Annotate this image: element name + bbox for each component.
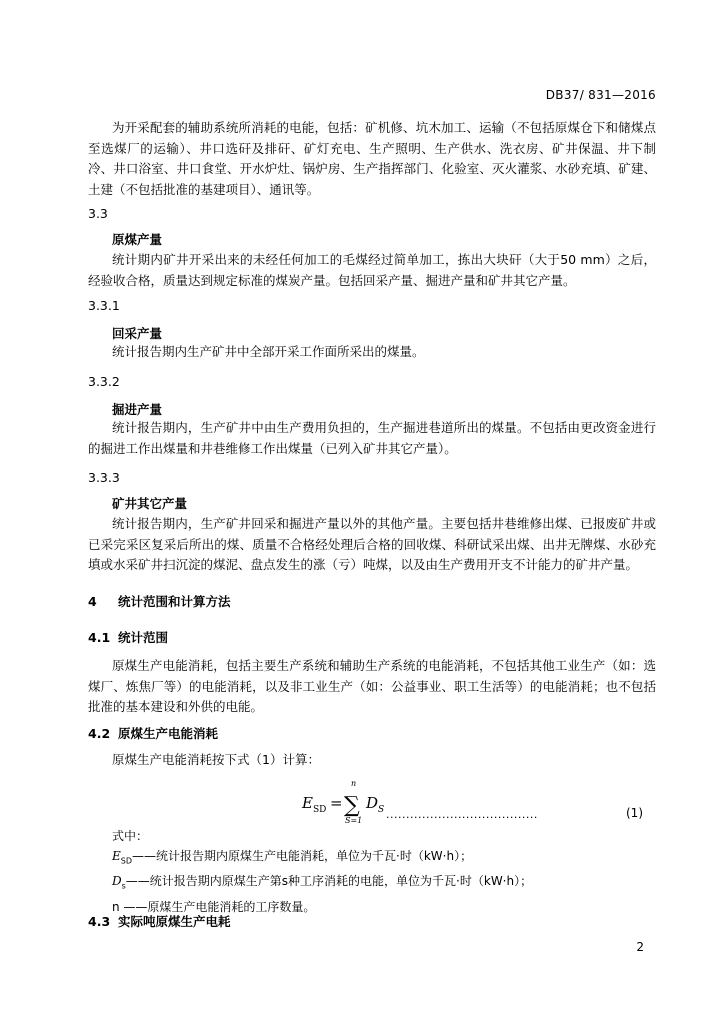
definition-ds: [112, 871, 532, 896]
document-code: DB37/ 831—2016: [545, 88, 656, 102]
symbol: n: [112, 899, 120, 914]
section-title: 原煤生产电能消耗: [118, 726, 219, 741]
definition-text: ——原煤生产电能消耗的工序数量。: [119, 899, 316, 914]
term-raw-coal-output: 原煤产量: [112, 232, 163, 247]
formula-number: (1): [626, 806, 643, 820]
definition-text: ——统计报告期内原煤生产第s种工序消耗的电能，单位为千瓦·时（kW·h）；: [125, 874, 533, 889]
sum-upper-limit: n: [351, 779, 357, 788]
statistics-scope-text: 原煤生产电能消耗，包括主要生产系统和辅助生产系统的电能消耗，不包括其他工业生产（如：选煤厂、炼焦厂等）的电能消耗，以及非工业生产（如：公益事业、职工生活等）的电能消耗；也不包括批准的基本建设和外供的电能。: [88, 658, 656, 714]
sum-lower-limit: S=1: [345, 816, 363, 825]
section-heading-4-2: [88, 726, 218, 742]
chapter-number: 4: [88, 594, 97, 609]
equals-sign: =: [330, 794, 343, 812]
term-mining-output: 回采产量: [112, 326, 163, 341]
definitions-intro: 式中：: [112, 829, 149, 843]
variable-definitions: [112, 826, 532, 917]
formula-lhs-subscript: SD: [313, 805, 327, 815]
formula-intro-text: 原煤生产电能消耗按下式（1）计算：: [112, 752, 320, 767]
intro-paragraph: 为开采配套的辅助系统所消耗的电能，包括：矿机修、坑木加工、运输（不包括原煤仓下和储煤点至选煤厂的运输）、井口选矸及排矸、矿灯充电、生产照明、生产供水、洗衣房、矿井保温、井下制冷、井口浴室、井口食堂、开水炉灶、锅炉房、生产指挥部门、化验室、灭火灌浆、水砂充填、矿建、土建（不包括批准的基建项目）、通讯等。: [88, 120, 656, 197]
section-number: 4.1: [88, 630, 111, 645]
section-title: 统计范围: [118, 630, 169, 645]
section-number: 4.2: [88, 726, 111, 741]
chapter-title: 统计范围和计算方法: [118, 594, 231, 609]
section-number-3-3: 3.3: [88, 206, 108, 221]
definition-esd: [112, 846, 532, 871]
definition-raw-coal-output: 统计期内矿井开采出来的未经任何加工的毛煤经过简单加工，拣出大块矸（大于50 mm）之后，经验收合格，质量达到规定标准的煤炭产量。包括回采产量、掘进产量和矿井其它产量。: [88, 252, 656, 288]
section-number-3-3-1: 3.3.1: [88, 298, 120, 313]
definition-other-mine-output: 统计报告期内，生产矿井回采和掘进产量以外的其他产量。主要包括井巷维修出煤、已报废矿井或已采完采区复采后所出的煤、质量不合格经处理后合格的回收煤、科研试采出煤、出井无牌煤、水砂充填或水采矿井扫沉淀的煤泥、盘点发生的涨（亏）吨煤，以及由生产费用开支不计能力的矿井产量。: [88, 516, 656, 572]
term-tunneling-output: 掘进产量: [112, 402, 163, 417]
definition-mining-output: 统计报告期内生产矿井中全部开采工作面所采出的煤量。: [112, 344, 425, 359]
section-heading-4-1: [88, 630, 168, 646]
page-number: 2: [636, 940, 644, 954]
section-number: 4.3: [88, 914, 111, 929]
symbol-subscript: s: [121, 881, 126, 891]
formula-rhs: D: [366, 794, 379, 812]
formula-leader-dots: ......................................: [386, 808, 538, 821]
section-number-3-3-2: 3.3.2: [88, 374, 120, 389]
definition-tunneling-output: 统计报告期内，生产矿井中由生产费用负担的，生产掘进巷道所出的煤量。不包括由更改资金进行的掘进工作出煤量和井巷维修工作出煤量（已列入矿井其它产量）。: [88, 420, 656, 456]
formula-lhs: E: [302, 794, 313, 812]
definition-text: ——统计报告期内原煤生产电能消耗，单位为千瓦·时（kW·h）；: [132, 849, 473, 863]
summation-sign: ∑: [344, 793, 360, 818]
symbol-subscript: SD: [120, 856, 133, 866]
symbol: E: [112, 849, 121, 863]
chapter-heading-4: [88, 594, 231, 610]
section-heading-4-3: [88, 914, 231, 930]
symbol: D: [112, 874, 122, 889]
term-other-mine-output: 矿井其它产量: [112, 496, 188, 511]
formula-rhs-subscript: S: [378, 805, 385, 815]
section-title: 实际吨原煤生产电耗: [118, 914, 231, 929]
section-number-3-3-3: 3.3.3: [88, 470, 120, 485]
